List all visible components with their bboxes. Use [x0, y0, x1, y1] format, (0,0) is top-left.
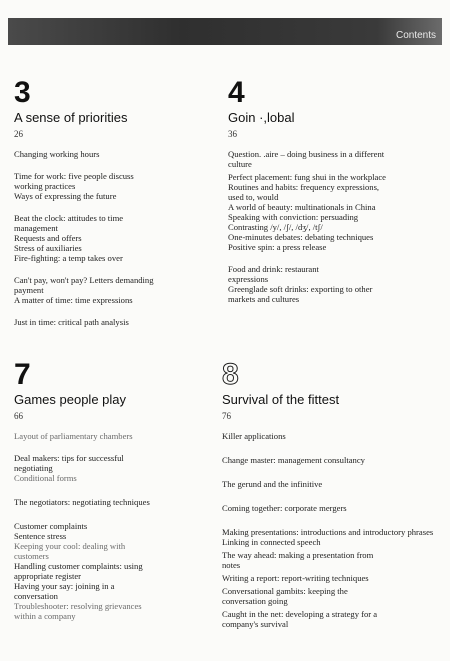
- toc-entry: A matter of time: time expressions: [14, 295, 133, 305]
- unit-title: Survival of the fittest: [222, 392, 340, 407]
- toc-entry: Beat the clock: attitudes to time management: [14, 213, 124, 233]
- toc-entry: One-minutes debates: debating techniques: [228, 232, 374, 242]
- toc-entry: Coming together: corporate mergers: [222, 503, 347, 513]
- unit-8: [222, 360, 440, 629]
- toc-entry: The negotiators: negotiating techniques: [14, 497, 150, 507]
- toc-entry: Troubleshooter: resolving grievances within a company: [14, 601, 142, 621]
- toc-entry: Question. .aire – doing business in a different culture: [228, 149, 385, 169]
- contents-label: Contents: [395, 30, 436, 41]
- toc-entry: Conversational gambits: keeping the conversation going: [222, 586, 348, 606]
- toc-entry: A world of beauty: multinationals in China: [228, 202, 376, 212]
- toc-entry: Having your say: joining in a conversation: [14, 581, 115, 601]
- toc-entry: Linking in connected speech: [222, 537, 321, 547]
- toc-entry: Sentence stress: [14, 531, 67, 541]
- toc-entry: Keeping your cool: dealing with customers: [14, 541, 126, 561]
- contents-header-band: [8, 18, 442, 45]
- unit-title: Goin ·,lobal: [228, 110, 295, 125]
- unit-7: [14, 360, 219, 621]
- toc-entry: Speaking with conviction: persuading: [228, 212, 359, 222]
- toc-entry: The gerund and the infinitive: [222, 479, 323, 489]
- unit-number: 3: [14, 76, 31, 109]
- toc-entry: Caught in the net: developing a strategy for a company's survival: [222, 609, 378, 629]
- unit-number: 8: [222, 358, 239, 391]
- toc-entry: Food and drink: restaurant expressions: [228, 264, 319, 284]
- toc-entry: Perfect placement: fung shui in the workplace: [228, 172, 386, 182]
- toc-entry: The way ahead: making a presentation from notes: [222, 550, 374, 570]
- toc-entry: Ways of expressing the future: [14, 191, 117, 201]
- toc-entry: Positive spin: a press release: [228, 242, 327, 252]
- toc-entry: Change master: management consultancy: [222, 455, 365, 465]
- toc-entry: Can't pay, won't pay? Letters demanding payment: [14, 275, 154, 295]
- toc-entry: Making presentations: introductions and introductory phrases: [222, 527, 434, 537]
- toc-entry: Just in time: critical path analysis: [14, 317, 129, 327]
- toc-entry: Fire-fighting: a temp takes over: [14, 253, 123, 263]
- toc-entry: Writing a report: report-writing techniques: [222, 573, 369, 583]
- unit-page: 26: [14, 129, 23, 139]
- toc-entry: Routines and habits: frequency expressions, used to, would: [228, 182, 380, 202]
- unit-title: Games people play: [14, 392, 127, 407]
- toc-entry: Time for work: five people discuss working practices: [14, 171, 134, 191]
- toc-entry: Killer applications: [222, 431, 286, 441]
- toc-entry: Contrasting /y/, /ʃ/, /dʒ/, /tʃ/: [228, 222, 323, 232]
- unit-page: 36: [228, 129, 237, 139]
- unit-page: 66: [14, 411, 23, 421]
- toc-entry: Greenglade soft drinks: exporting to other markets and cultures: [228, 284, 373, 304]
- unit-number: 7: [14, 358, 31, 391]
- unit-3: [14, 78, 219, 327]
- toc-entry: Customer complaints: [14, 521, 88, 531]
- toc-entry: Layout of parliamentary chambers: [14, 431, 133, 441]
- toc-entry: Requests and offers: [14, 233, 82, 243]
- unit-title: A sense of priorities: [14, 110, 128, 125]
- unit-4: [228, 78, 433, 304]
- toc-entry: Stress of auxiliaries: [14, 243, 82, 253]
- unit-page: 76: [222, 411, 231, 421]
- unit-number: 4: [228, 76, 245, 109]
- toc-entry: Conditional forms: [14, 473, 77, 483]
- toc-entry: Deal makers: tips for successful negotiating: [14, 453, 124, 473]
- toc-entry: Changing working hours: [14, 149, 100, 159]
- toc-entry: Handling customer complaints: using appropriate register: [14, 561, 143, 581]
